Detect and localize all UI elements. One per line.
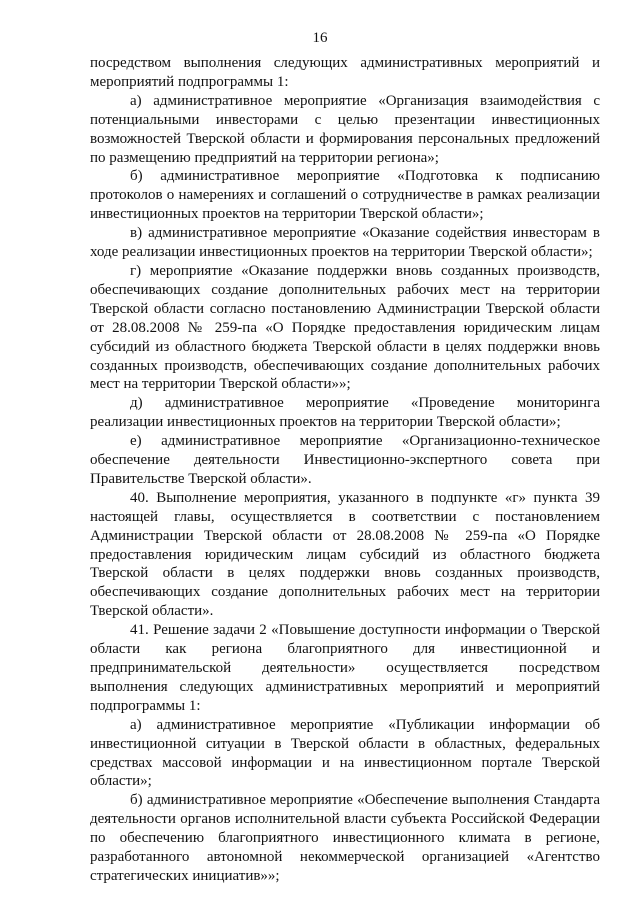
list-item-b-1: б) административное мероприятие «Подготовка к подписанию протоколов о намерениях и соглашений о сотрудничестве в рамках реализации инвестиционных проектов на территории Тверской области»;	[90, 168, 600, 223]
list-item-a-2: а) административное мероприятие «Публикации информации об инвестиционной ситуации в Тверской области в областных, федеральных средствах массовой информации и на инвестиционном портале Тверской области»;	[90, 716, 600, 790]
list-item-g-1: г) мероприятие «Оказание поддержки вновь созданных производств, обеспечивающих создание дополнительных рабочих мест на территории Тверской области согласно постановлению Администрации Тверской области от 28.08.2008 № 259-па «О Порядке предоставления юридическим лицам субсидий из областного бюджета Тверской области в целях поддержки вновь созданных производств, обеспечивающих создание дополнительных рабочих мест на территории Тверской области»»;	[90, 262, 600, 393]
list-item-a-1: а) административное мероприятие «Организация взаимодействия с потенциальными инвесторами с целью презентации инвестиционных возможностей Тверской области и формирования персональных предложений по размещению предприятий на территории региона»;	[90, 92, 600, 166]
page-number: 16	[312, 30, 328, 46]
paragraph-41: 41. Решение задачи 2 «Повышение доступности информации о Тверской области как региона благоприятного для инвестиционной и предпринимательской деятельности» осуществляется посредством выполнения следующих административных мероприятий и мероприятий подпрограммы 1:	[90, 622, 600, 714]
list-item-v-1: в) административное мероприятие «Оказание содействия инвесторам в ходе реализации инвестиционных проектов на территории Тверской области»;	[90, 225, 600, 261]
list-item-d-1: д) административное мероприятие «Проведение мониторинга реализации инвестиционных проектов на территории Тверской области»;	[90, 395, 600, 431]
list-item-b-2: б) административное мероприятие «Обеспечение выполнения Стандарта деятельности органов исполнительной власти субъекта Российской Федерации по обеспечению благоприятного инвестиционного климата в регионе, разработанного автономной некоммерческой организацией «Агентство стратегических инициатив»»;	[90, 792, 600, 884]
document-body	[90, 54, 600, 886]
paragraph-intro: посредством выполнения следующих административных мероприятий и мероприятий подпрограммы 1:	[90, 55, 600, 90]
list-item-e-1: е) административное мероприятие «Организационно-техническое обеспечение деятельности Инвестиционно-экспертного совета при Правительстве Тверской области».	[90, 433, 600, 487]
paragraph-40: 40. Выполнение мероприятия, указанного в подпункте «г» пункта 39 настоящей главы, осуществляется в соответствии с постановлением Администрации Тверской области от 28.08.2008 № 259-па «О Порядке предоставления юридическим лицам субсидий из областного бюджета Тверской области в целях поддержки вновь созданных производств, обеспечивающих создание дополнительных рабочих мест на территории Тверской области».	[90, 489, 600, 620]
